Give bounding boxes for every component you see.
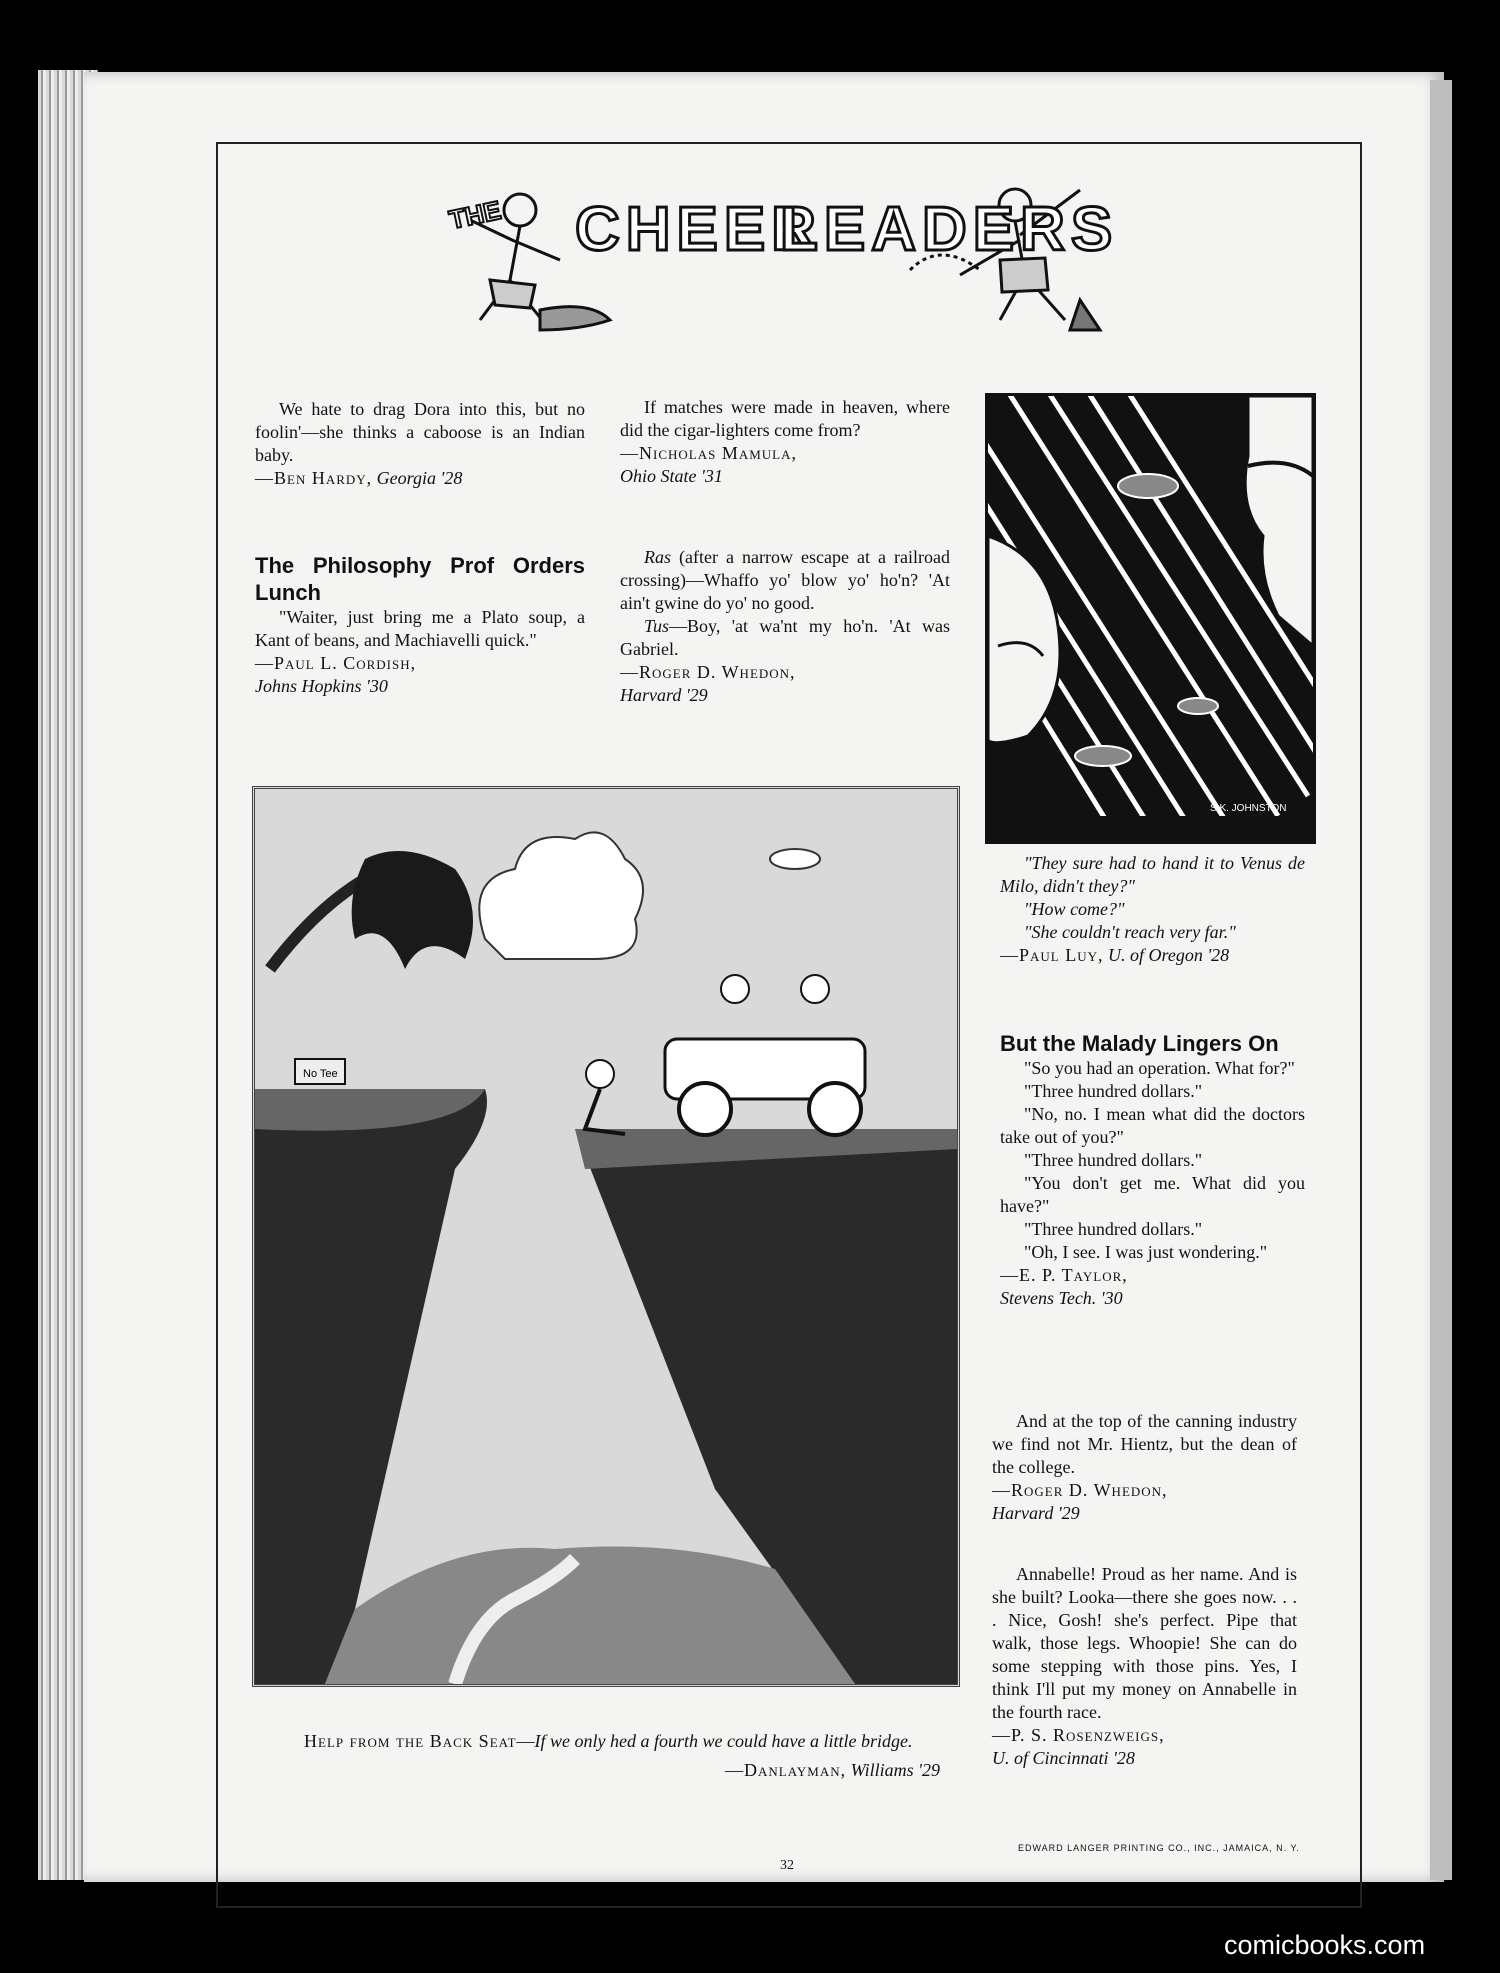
svg-text:LEADERS: LEADERS <box>780 195 1119 264</box>
joke-malady <box>1000 1030 1305 1310</box>
svg-text:THE: THE <box>446 194 504 235</box>
author-school: Stevens Tech. '30 <box>1000 1288 1123 1308</box>
svg-text:CHEER: CHEER <box>575 195 823 264</box>
author-school: Georgia '28 <box>376 468 463 488</box>
joke-text: And at the top of the canning industry we find not Mr. Hientz, but the dean of the college. <box>992 1411 1297 1477</box>
author-name: —Danlayman, <box>725 1760 847 1780</box>
joke-attribution-author <box>620 442 950 465</box>
joke-line: "Three hundred dollars." <box>1024 1219 1203 1239</box>
cliff-sign-text: No Tee <box>303 1068 338 1080</box>
joke-line-1 <box>620 546 950 615</box>
caption-body: If we only hed a fourth we could have a little bridge. <box>534 1731 913 1751</box>
joke-attribution-school <box>1000 1287 1305 1310</box>
joke-attribution-school <box>992 1502 1297 1525</box>
joke-venus-de-milo <box>1000 852 1305 967</box>
joke-line: "Oh, I see. I was just wondering." <box>1024 1242 1268 1262</box>
joke-heading: The Philosophy Prof Orders Lunch <box>255 553 585 605</box>
page-number: 32 <box>780 1858 794 1873</box>
joke-attribution-school <box>620 684 950 707</box>
caption-attribution <box>300 1759 940 1782</box>
caption-title: Help from the Back Seat <box>304 1731 517 1751</box>
joke-line-2 <box>620 615 950 661</box>
joke-line-2: "How come?" <box>1024 899 1125 919</box>
author-name: —P. S. Rosenzweigs, <box>992 1725 1165 1745</box>
author-school: Harvard '29 <box>992 1503 1080 1523</box>
art-deco-illustration <box>985 393 1316 844</box>
author-school: Ohio State '31 <box>620 466 723 486</box>
author-name: —Ben Hardy, <box>255 468 373 488</box>
author-school: Williams '29 <box>850 1760 940 1780</box>
joke-dora <box>255 398 585 490</box>
cartoon-caption <box>300 1730 940 1782</box>
watermark: comicbooks.com <box>1224 1930 1426 1960</box>
cartoon-illustration <box>255 789 957 1684</box>
joke-attribution-author <box>1000 1264 1305 1287</box>
author-school: Johns Hopkins '30 <box>255 676 388 696</box>
caption-text: Help from the Back Seat—If we only hed a fourth we could have a little bridge. <box>304 1731 913 1751</box>
printer-credit: EDWARD LANGER PRINTING CO., INC., JAMAICA, N. Y. <box>1018 1843 1300 1853</box>
joke-attribution-author <box>992 1724 1297 1747</box>
joke-text: If matches were made in heaven, where did the cigar-lighters come from? <box>620 397 950 440</box>
joke-attribution-school <box>992 1747 1297 1770</box>
joke-attribution-author <box>255 652 585 675</box>
faces-illustration <box>988 396 1313 841</box>
joke-line: "Three hundred dollars." <box>1024 1150 1203 1170</box>
joke-text: We hate to drag Dora into this, but no foolin'—she thinks a caboose is an Indian baby. <box>255 399 585 465</box>
joke-attribution <box>255 467 585 490</box>
line-text: (after a narrow escape at a railroad crossing)—Whaffo yo' blow yo' ho'n? 'At ain't gwine do yo' no good. <box>620 547 950 613</box>
author-school: U. of Oregon '28 <box>1108 945 1230 965</box>
author-school: Harvard '29 <box>620 685 708 705</box>
joke-attribution-school <box>255 675 585 698</box>
joke-attribution-school <box>620 465 950 488</box>
line-text: —Boy, 'at wa'nt my ho'n. 'At was Gabriel. <box>620 616 950 659</box>
joke-line: "You don't get me. What did you have?" <box>1000 1173 1305 1216</box>
joke-railroad <box>620 546 950 707</box>
joke-attribution <box>1000 944 1305 967</box>
joke-line-1: "They sure had to hand it to Venus de Milo, didn't they?" <box>1000 853 1305 896</box>
joke-matches <box>620 396 950 488</box>
joke-line-3: "She couldn't reach very far." <box>1024 922 1236 942</box>
joke-attribution-author <box>992 1479 1297 1502</box>
joke-annabelle <box>992 1563 1297 1770</box>
joke-heading: But the Malady Lingers On <box>1000 1031 1279 1056</box>
author-school: U. of Cincinnati '28 <box>992 1748 1135 1768</box>
artist-signature: S.K. JOHNSTON <box>1210 803 1287 814</box>
book-right-edge <box>1430 80 1452 1880</box>
author-name: —E. P. Taylor, <box>1000 1265 1128 1285</box>
joke-text: Annabelle! Proud as her name. And is she built? Looka—there she goes now. . . . Nice, Gosh! she's perfect. Pipe that walk, those legs. Whoopie! She can do some stepping with those pins. Yes, I think I'll put my money on Annabelle in the fourth race. <box>992 1564 1297 1722</box>
joke-text: "Waiter, just bring me a Plato soup, a Kant of beans, and Machiavelli quick." <box>255 607 585 650</box>
cartoon-cliff-car <box>252 786 960 1687</box>
joke-line: "So you had an operation. What for?" <box>1024 1058 1295 1078</box>
joke-attribution-author <box>620 661 950 684</box>
author-name: —Roger D. Whedon, <box>992 1480 1168 1500</box>
joke-line: "Three hundred dollars." <box>1024 1081 1203 1101</box>
joke-philosophy-prof <box>255 552 585 698</box>
speaker-name: Ras <box>644 547 671 567</box>
author-name: —Paul Luy, <box>1000 945 1104 965</box>
cheer-leaders-illustration <box>440 180 1130 350</box>
joke-line: "No, no. I mean what did the doctors take out of you?" <box>1000 1104 1305 1147</box>
author-name: —Nicholas Mamula, <box>620 443 798 463</box>
author-name: —Paul L. Cordish, <box>255 653 417 673</box>
author-name: —Roger D. Whedon, <box>620 662 796 682</box>
joke-canning-industry <box>992 1410 1297 1525</box>
cheer-leaders-header <box>440 180 1130 350</box>
speaker-name: Tus <box>644 616 670 636</box>
